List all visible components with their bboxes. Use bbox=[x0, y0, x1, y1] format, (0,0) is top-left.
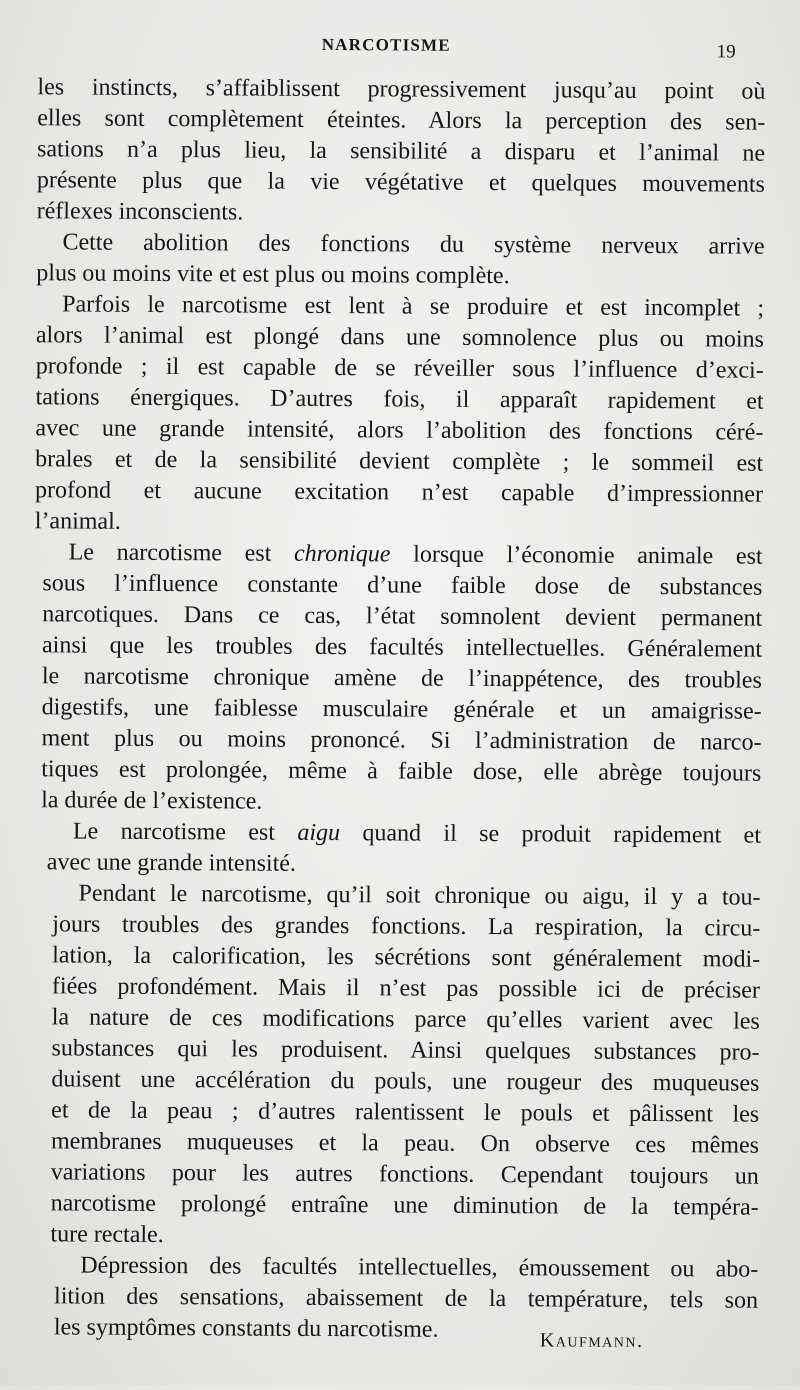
text-line: narcotiques. Dans ce cas, l’état somnolent devient permanent bbox=[42, 601, 763, 632]
text-line: les instincts, s’affaiblissent progressivement jusqu’au point où bbox=[37, 74, 766, 105]
paragraph bbox=[33, 816, 761, 882]
text-line: lition des sensations, abaissement de la température, tels son bbox=[54, 1283, 759, 1314]
text-line: duisent une accélération du pouls, une rougeur des muqueuses bbox=[51, 1066, 760, 1097]
text-line: avec une grande intensité. bbox=[46, 849, 297, 877]
text-line: ment plus ou moins prononcé. Si l’administration de narco- bbox=[41, 725, 762, 756]
text-line: tations énergiques. D’autres fois, il apparaît rapidement et bbox=[35, 384, 764, 415]
text-line: ture rectale. bbox=[50, 1221, 164, 1249]
text-line: Pendant le narcotisme, qu’il soit chronique ou aigu, il y a tou- bbox=[78, 880, 761, 911]
text-line: réflexes inconscients. bbox=[36, 198, 244, 226]
paragraph bbox=[30, 878, 760, 1254]
text-line: sous l’influence constante d’une faible dose de substances bbox=[42, 570, 763, 601]
page-number: 19 bbox=[716, 41, 736, 63]
emphasis-aigu: aigu bbox=[297, 819, 341, 847]
text-line: et de la peau ; d’autres ralentissent le pouls et pâlissent les bbox=[51, 1097, 760, 1128]
text-line: elles sont complètement éteintes. Alors la perception des sen- bbox=[37, 105, 766, 136]
text-run: lorsque l’économie animale est bbox=[413, 541, 763, 570]
text-line: fiées profondément. Mais il n’est pas possible ici de préciser bbox=[51, 973, 761, 1004]
text-line: variations pour les autres fonctions. Cependant toujours un bbox=[50, 1159, 759, 1190]
text-line: sations n’a plus lieu, la sensibilité a disparu et l’animal ne bbox=[37, 136, 766, 167]
text-line: Dépression des facultés intellectuelles, émoussement ou abo- bbox=[80, 1252, 759, 1283]
body-text bbox=[30, 72, 766, 1347]
paragraph bbox=[35, 289, 765, 541]
running-header bbox=[0, 33, 800, 62]
paragraph bbox=[33, 537, 763, 820]
text-line: lation, la calorification, les sécrétions sont généralement modi- bbox=[52, 942, 761, 973]
text-line bbox=[47, 816, 761, 851]
text-line: profonde ; il est capable de se réveiller sous l’influence d’exci- bbox=[35, 353, 764, 384]
text-line: narcotisme prolongé entraîne une diminution de la tempéra- bbox=[50, 1190, 759, 1221]
text-line: l’animal. bbox=[34, 508, 121, 535]
author-signature: Kaufmann. bbox=[539, 1329, 644, 1352]
text-line: tiques est prolongée, même à faible dose, elle abrège toujours bbox=[41, 756, 762, 787]
paragraph bbox=[30, 1250, 759, 1347]
text-line: la nature de ces modifications parce qu’elles varient avec les bbox=[51, 1004, 760, 1035]
emphasis-chronique: chronique bbox=[293, 540, 391, 568]
text-line: présente plus que la vie végétative et quelques mouvements bbox=[36, 167, 765, 198]
text-line: substances qui les produisent. Ainsi quelques substances pro- bbox=[51, 1035, 760, 1066]
text-line: membranes muqueuses et la peau. On observe ces mêmes bbox=[50, 1128, 760, 1159]
text-line: les symptômes constants du narcotisme. bbox=[53, 1314, 439, 1343]
text-line: digestifs, une faiblesse musculaire générale et un amaigrisse- bbox=[41, 694, 762, 725]
text-line: Parfois le narcotisme est lent à se produire et est incomplet ; bbox=[62, 291, 765, 322]
text-line: brales et de la sensibilité devient complète ; le sommeil est bbox=[35, 446, 764, 477]
text-line: alors l’animal est plongé dans une somnolence plus ou moins bbox=[35, 322, 765, 353]
paragraph bbox=[36, 227, 764, 293]
text-line: ainsi que les troubles des facultés intellectuelles. Généralement bbox=[41, 632, 763, 663]
text-line: Cette abolition des fonctions du système nerveux arrive bbox=[62, 229, 765, 260]
text-line: le narcotisme chronique amène de l’inappétence, des troubles bbox=[41, 663, 762, 694]
text-line: avec une grande intensité, alors l’abolition des fonctions céré- bbox=[35, 415, 764, 446]
text-line: profond et aucune excitation n’est capable d’impressionner bbox=[34, 477, 764, 508]
running-title: NARCOTISME bbox=[321, 34, 451, 55]
text-line: jours troubles des grandes fonctions. La respiration, la circu- bbox=[52, 911, 761, 942]
text-line bbox=[43, 537, 763, 572]
text-run: Le narcotisme est bbox=[72, 818, 276, 846]
text-run: quand il se produit rapidement et bbox=[362, 820, 762, 849]
text-line: plus ou moins vite et est plus ou moins complète. bbox=[36, 260, 510, 290]
paragraph bbox=[37, 72, 766, 231]
text-line: la durée de l’existence. bbox=[41, 787, 263, 815]
text-run: Le narcotisme est bbox=[68, 539, 272, 567]
